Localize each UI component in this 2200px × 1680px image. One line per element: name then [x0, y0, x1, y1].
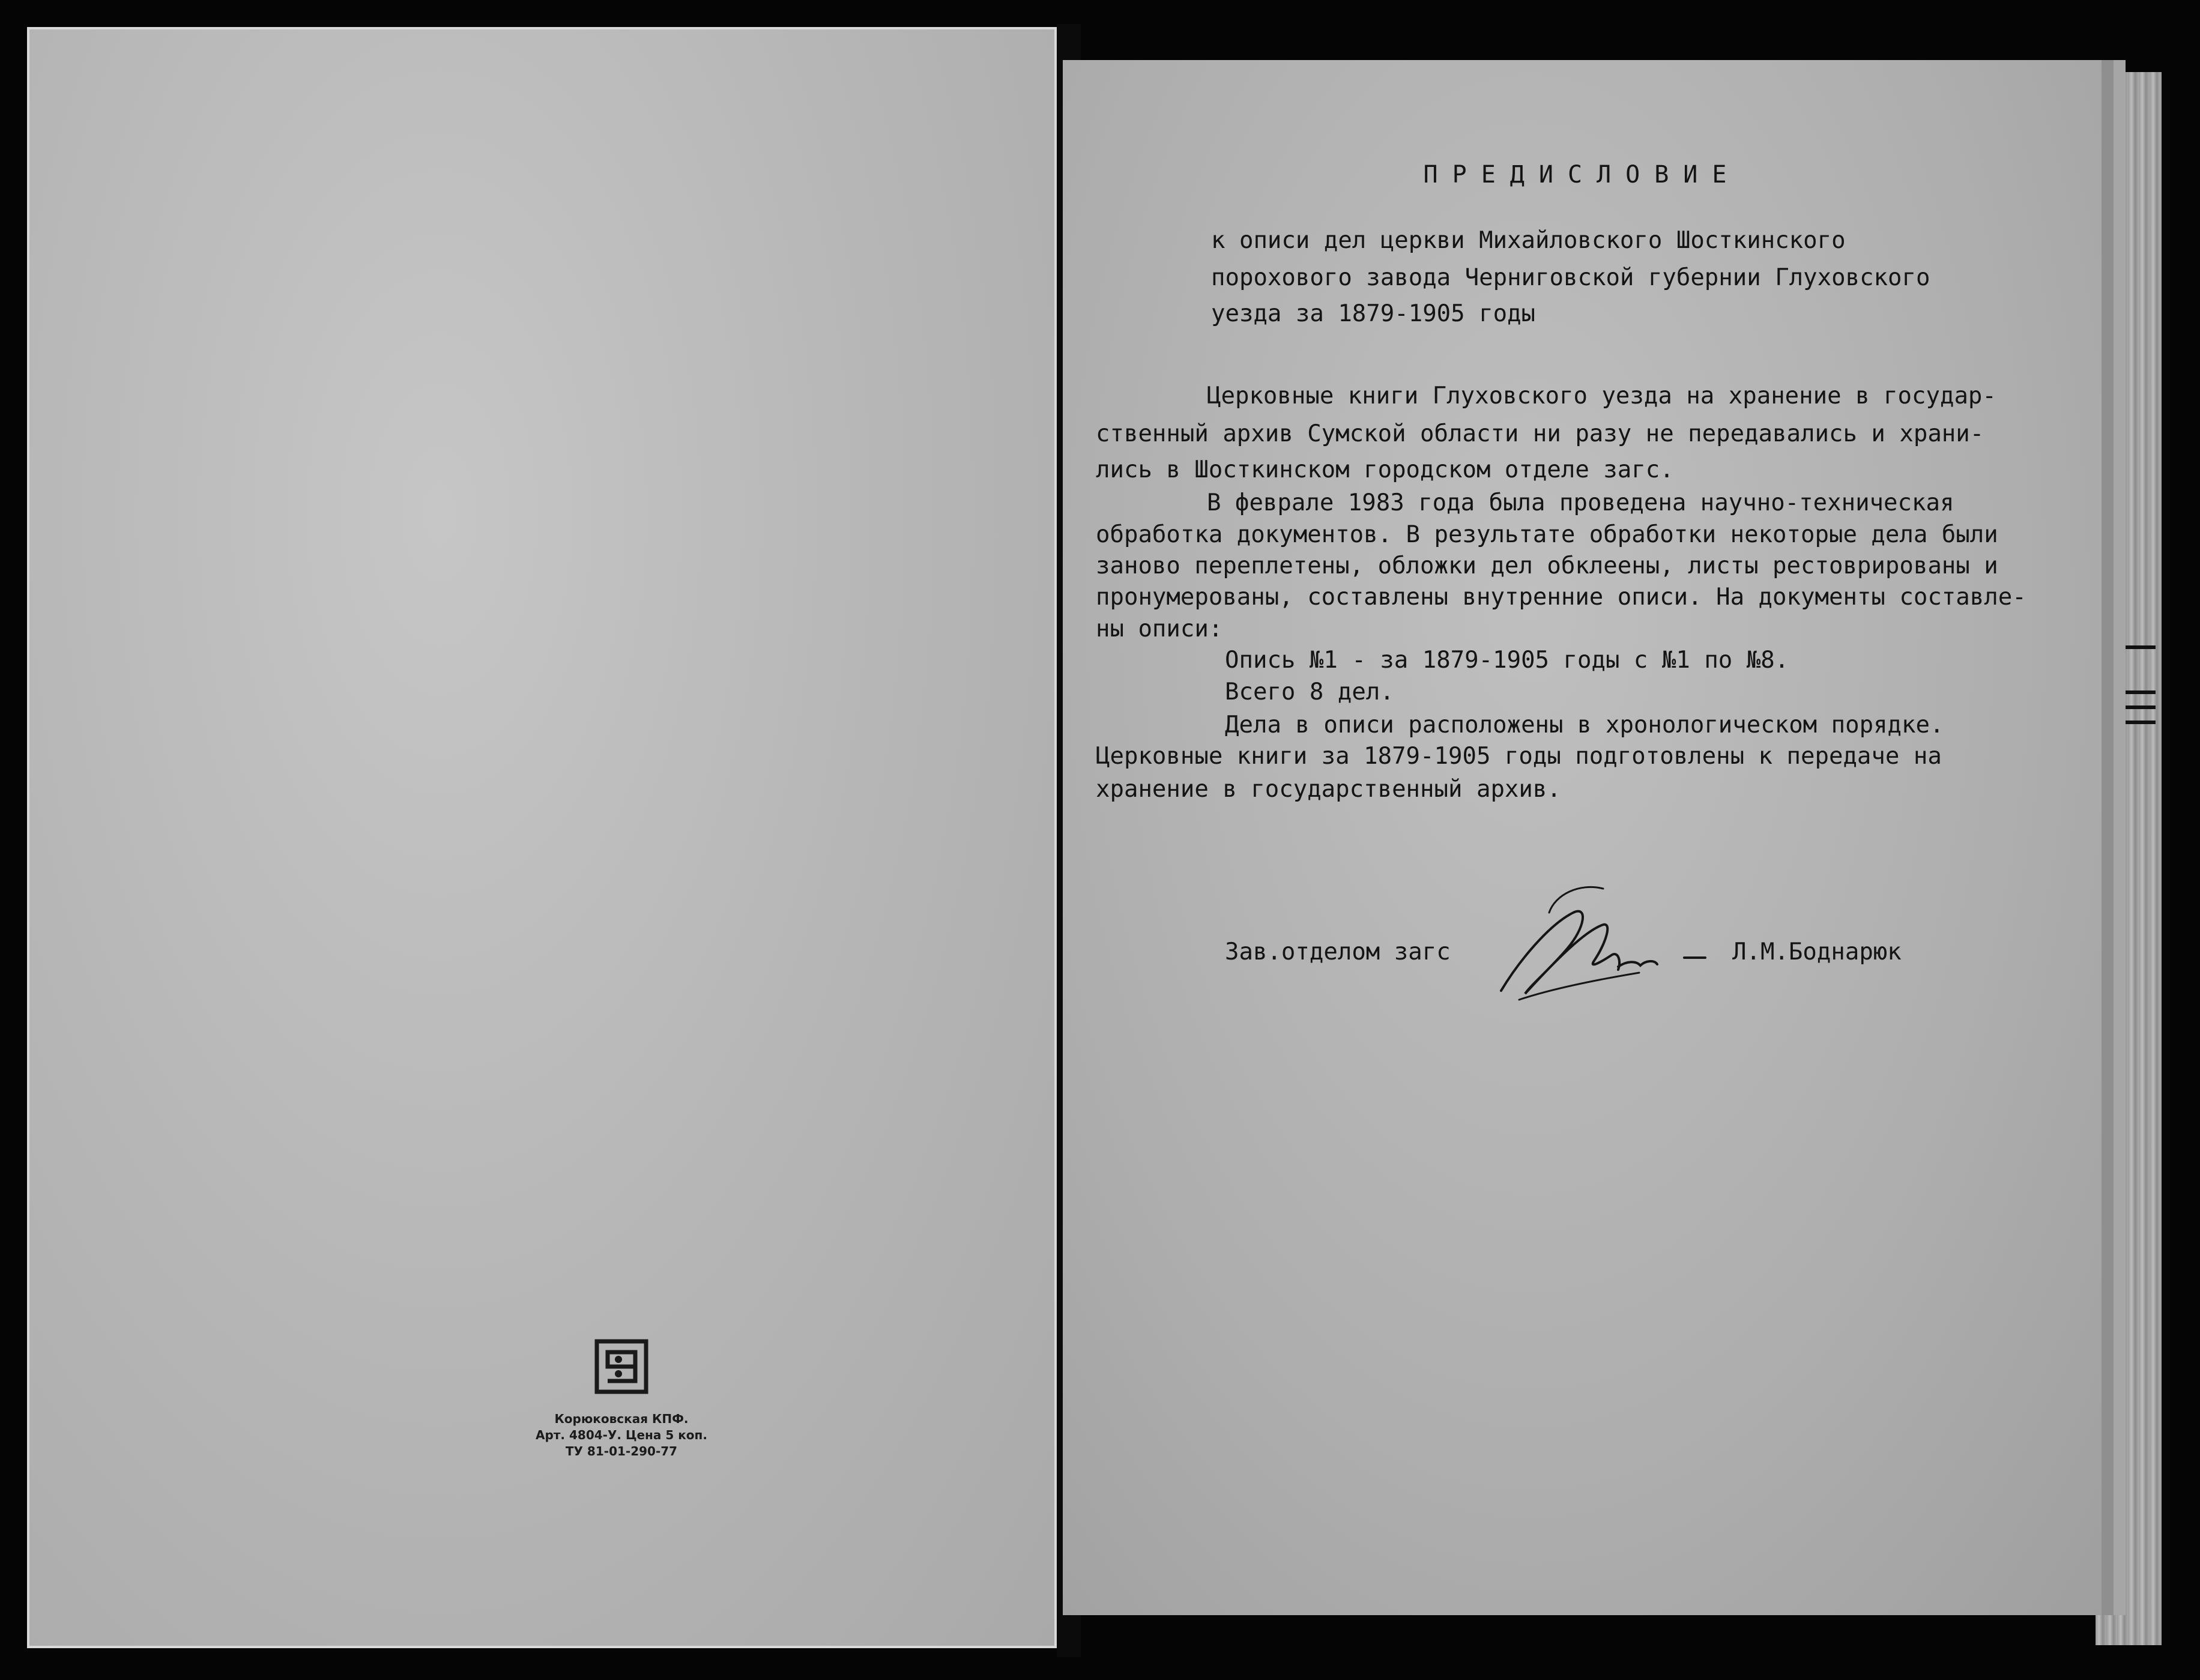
handwritten-signature-icon [1483, 871, 1717, 1027]
body-line: Церковные книги Глуховского уезда на хранение в государ- [1207, 382, 1996, 409]
body-line: обработка документов. В результате обработки некоторые дела были [1096, 521, 1998, 548]
body-line: лись в Шосткинском городском отделе загс. [1096, 456, 1674, 483]
signature-name: Л.М.Боднарюк [1732, 938, 1902, 965]
publisher-line: Арт. 4804-У. Цена 5 коп. [536, 1428, 707, 1442]
body-line: В феврале 1983 года была проведена научно-техническая [1207, 489, 1954, 516]
body-line: Опись №1 - за 1879-1905 годы с №1 по №8. [1225, 647, 1789, 674]
body-line: хранение в государственный архив. [1096, 776, 1561, 803]
page-stack-edges [2096, 72, 2162, 1645]
subtitle-line: порохового завода Черниговской губернии Глуховского [1211, 264, 1930, 291]
body-line: заново переплетены, обложки дел обклеены, листы рестоврированы и [1096, 552, 1998, 579]
body-line: пронумерованы, составлены внутренние описи. На документы составле- [1096, 584, 2026, 611]
publisher-line: Корюковская КПФ. [554, 1412, 689, 1426]
left-cover-page [27, 27, 1057, 1648]
body-line: Церковные книги за 1879-1905 годы подготовлены к передаче на [1096, 743, 1942, 770]
publisher-imprint [480, 1411, 763, 1460]
publisher-line: ТУ 81-01-290-77 [565, 1444, 678, 1458]
body-line: ственный архив Сумской области ни разу не передавались и храни- [1096, 420, 1984, 447]
body-line: Всего 8 дел. [1225, 678, 1394, 706]
body-line: ны описи: [1096, 615, 1223, 642]
signature-position: Зав.отделом загс [1225, 938, 1451, 965]
body-line: Дела в описи расположены в хронологическом порядке. [1225, 712, 1944, 739]
preface-page [1063, 60, 2102, 1615]
publisher-logo-icon [594, 1339, 648, 1394]
document-title: ПРЕДИСЛОВИЕ [1423, 161, 1741, 189]
subtitle-line: к описи дел церкви Михайловского Шосткинского [1211, 227, 1846, 254]
subtitle-line: уезда за 1879-1905 годы [1211, 300, 1536, 327]
